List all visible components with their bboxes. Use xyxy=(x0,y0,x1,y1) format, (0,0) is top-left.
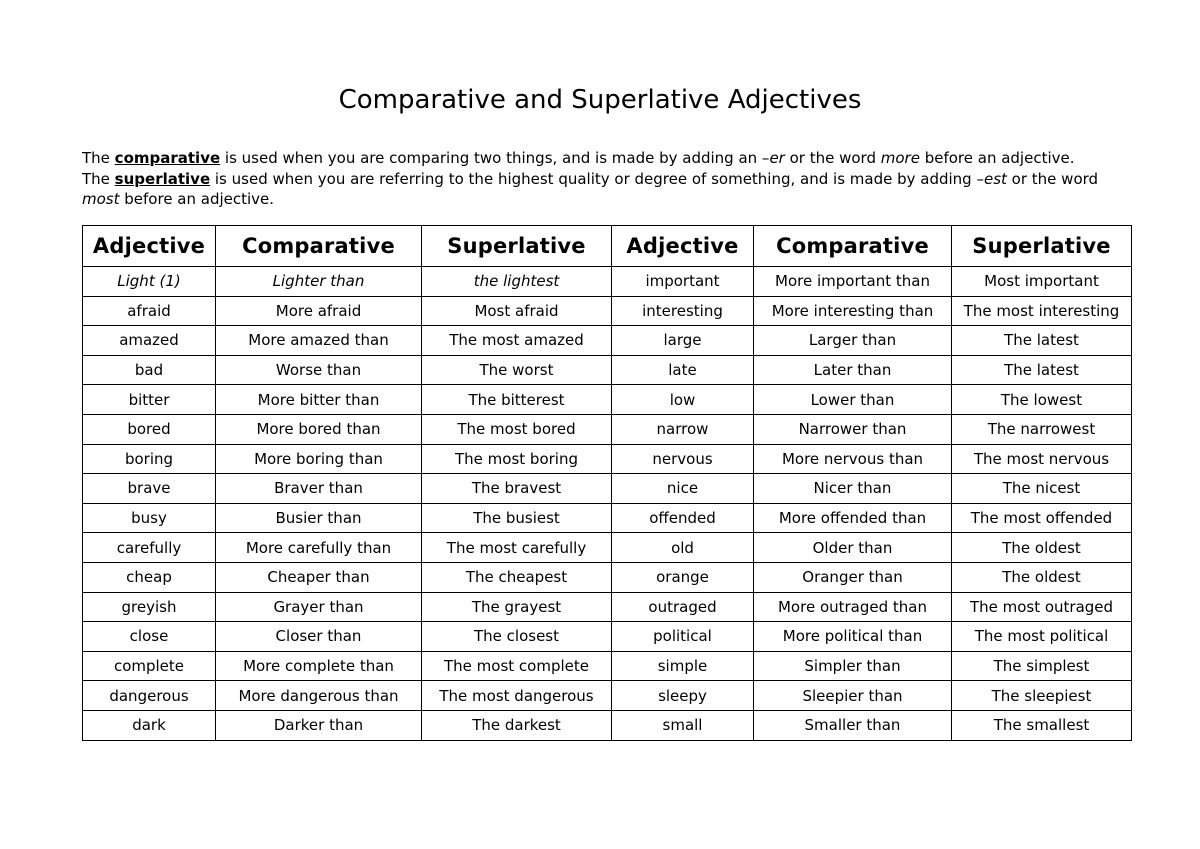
table-cell: Closer than xyxy=(216,622,422,652)
table-cell: The busiest xyxy=(422,503,612,533)
table-cell: afraid xyxy=(83,296,216,326)
table-cell: Smaller than xyxy=(754,710,952,740)
table-cell: The narrowest xyxy=(952,414,1132,444)
table-cell: The most carefully xyxy=(422,533,612,563)
table-cell: nice xyxy=(612,474,754,504)
table-cell: The most nervous xyxy=(952,444,1132,474)
table-row xyxy=(83,355,1132,385)
table-cell: amazed xyxy=(83,326,216,356)
table-cell: The nicest xyxy=(952,474,1132,504)
table-row xyxy=(83,651,1132,681)
table-cell: The most amazed xyxy=(422,326,612,356)
table-cell: Sleepier than xyxy=(754,681,952,711)
table-cell: complete xyxy=(83,651,216,681)
table-cell: The bravest xyxy=(422,474,612,504)
table-row xyxy=(83,533,1132,563)
table-cell: boring xyxy=(83,444,216,474)
table-row xyxy=(83,326,1132,356)
table-cell: Simpler than xyxy=(754,651,952,681)
table-cell: Oranger than xyxy=(754,562,952,592)
table-cell: More offended than xyxy=(754,503,952,533)
table-cell: bitter xyxy=(83,385,216,415)
table-cell: dark xyxy=(83,710,216,740)
table-cell: Larger than xyxy=(754,326,952,356)
table-cell: More important than xyxy=(754,267,952,297)
table-cell: bored xyxy=(83,414,216,444)
table-cell: More afraid xyxy=(216,296,422,326)
table-row xyxy=(83,503,1132,533)
adjectives-table xyxy=(82,225,1132,741)
table-cell: The most offended xyxy=(952,503,1132,533)
table-cell: More nervous than xyxy=(754,444,952,474)
intro-text-segment: or the word xyxy=(784,149,881,167)
table-cell: Most afraid xyxy=(422,296,612,326)
table-cell: The sleepiest xyxy=(952,681,1132,711)
table-header-row xyxy=(83,226,1132,267)
table-cell: Worse than xyxy=(216,355,422,385)
er-suffix: er xyxy=(769,149,785,167)
table-cell: The most dangerous xyxy=(422,681,612,711)
table-cell: The cheapest xyxy=(422,562,612,592)
table-cell: The closest xyxy=(422,622,612,652)
table-row xyxy=(83,385,1132,415)
table-cell: More interesting than xyxy=(754,296,952,326)
table-cell: More carefully than xyxy=(216,533,422,563)
comparative-term: comparative xyxy=(114,149,221,167)
table-cell: orange xyxy=(612,562,754,592)
table-row xyxy=(83,414,1132,444)
table-cell: small xyxy=(612,710,754,740)
table-cell: More bored than xyxy=(216,414,422,444)
header-superlative: Superlative xyxy=(952,226,1132,267)
table-row xyxy=(83,681,1132,711)
table-cell: greyish xyxy=(83,592,216,622)
table-cell: close xyxy=(83,622,216,652)
table-row xyxy=(83,296,1132,326)
table-cell: The oldest xyxy=(952,533,1132,563)
table-cell: The grayest xyxy=(422,592,612,622)
table-cell: Braver than xyxy=(216,474,422,504)
intro-text-segment: The xyxy=(82,149,115,167)
table-cell: carefully xyxy=(83,533,216,563)
table-cell: Nicer than xyxy=(754,474,952,504)
table-cell: More political than xyxy=(754,622,952,652)
table-cell: narrow xyxy=(612,414,754,444)
table-cell: The worst xyxy=(422,355,612,385)
superlative-term: superlative xyxy=(114,169,211,188)
table-cell: The lowest xyxy=(952,385,1132,415)
intro-text-segment: or the word xyxy=(1006,169,1099,188)
intro-text-segment: is used when you are comparing two things, and is made by adding an – xyxy=(220,149,770,167)
est-suffix: est xyxy=(983,169,1007,188)
table-cell: old xyxy=(612,533,754,563)
table-cell: More boring than xyxy=(216,444,422,474)
table-row xyxy=(83,710,1132,740)
table-body xyxy=(83,267,1132,741)
table-cell: Narrower than xyxy=(754,414,952,444)
table-cell: sleepy xyxy=(612,681,754,711)
table-cell: Older than xyxy=(754,533,952,563)
table-row xyxy=(83,592,1132,622)
superlative-definition xyxy=(82,169,1132,210)
table-cell: the lightest xyxy=(422,267,612,297)
intro-text-segment: is used when you are referring to the highest quality or degree of something, and is made by adding – xyxy=(210,169,984,188)
table-cell: late xyxy=(612,355,754,385)
more-word: more xyxy=(880,149,920,167)
table-cell: bad xyxy=(83,355,216,385)
table-cell: The most boring xyxy=(422,444,612,474)
header-comparative: Comparative xyxy=(216,226,422,267)
table-cell: The bitterest xyxy=(422,385,612,415)
header-superlative: Superlative xyxy=(422,226,612,267)
table-cell: busy xyxy=(83,503,216,533)
example-row xyxy=(83,267,1132,297)
table-cell: brave xyxy=(83,474,216,504)
table-cell: offended xyxy=(612,503,754,533)
table-cell: The latest xyxy=(952,326,1132,356)
table-cell: The most bored xyxy=(422,414,612,444)
table-cell: More outraged than xyxy=(754,592,952,622)
table-cell: interesting xyxy=(612,296,754,326)
table-cell: important xyxy=(612,267,754,297)
intro-text-segment: The xyxy=(82,169,115,188)
table-cell: dangerous xyxy=(83,681,216,711)
table-cell: More bitter than xyxy=(216,385,422,415)
table-cell: More dangerous than xyxy=(216,681,422,711)
table-cell: Later than xyxy=(754,355,952,385)
table-cell: More complete than xyxy=(216,651,422,681)
table-cell: Darker than xyxy=(216,710,422,740)
table-cell: The most political xyxy=(952,622,1132,652)
table-cell: Grayer than xyxy=(216,592,422,622)
table-cell: Busier than xyxy=(216,503,422,533)
table-cell: The most outraged xyxy=(952,592,1132,622)
table-row xyxy=(83,562,1132,592)
table-cell: The most interesting xyxy=(952,296,1132,326)
table-cell: Lower than xyxy=(754,385,952,415)
header-comparative: Comparative xyxy=(754,226,952,267)
table-cell: Light (1) xyxy=(83,267,216,297)
comparative-definition xyxy=(82,148,1132,169)
most-word: most xyxy=(82,190,120,208)
table-cell: The darkest xyxy=(422,710,612,740)
table-cell: outraged xyxy=(612,592,754,622)
intro-text xyxy=(82,148,1132,210)
table-row xyxy=(83,474,1132,504)
table-cell: The latest xyxy=(952,355,1132,385)
header-adjective: Adjective xyxy=(83,226,216,267)
table-cell: simple xyxy=(612,651,754,681)
header-adjective: Adjective xyxy=(612,226,754,267)
intro-text-segment: before an adjective. xyxy=(919,149,1075,167)
table-cell: The oldest xyxy=(952,562,1132,592)
page-title: Comparative and Superlative Adjectives xyxy=(338,85,862,115)
table-cell: Most important xyxy=(952,267,1132,297)
table-cell: More amazed than xyxy=(216,326,422,356)
table-cell: cheap xyxy=(83,562,216,592)
table-row xyxy=(83,622,1132,652)
table-row xyxy=(83,444,1132,474)
intro-text-segment: before an adjective. xyxy=(119,190,275,208)
table-cell: low xyxy=(612,385,754,415)
table-cell: The most complete xyxy=(422,651,612,681)
table-cell: Cheaper than xyxy=(216,562,422,592)
table-cell: nervous xyxy=(612,444,754,474)
table-cell: political xyxy=(612,622,754,652)
table-cell: large xyxy=(612,326,754,356)
table-cell: Lighter than xyxy=(216,267,422,297)
table-cell: The simplest xyxy=(952,651,1132,681)
table-cell: The smallest xyxy=(952,710,1132,740)
